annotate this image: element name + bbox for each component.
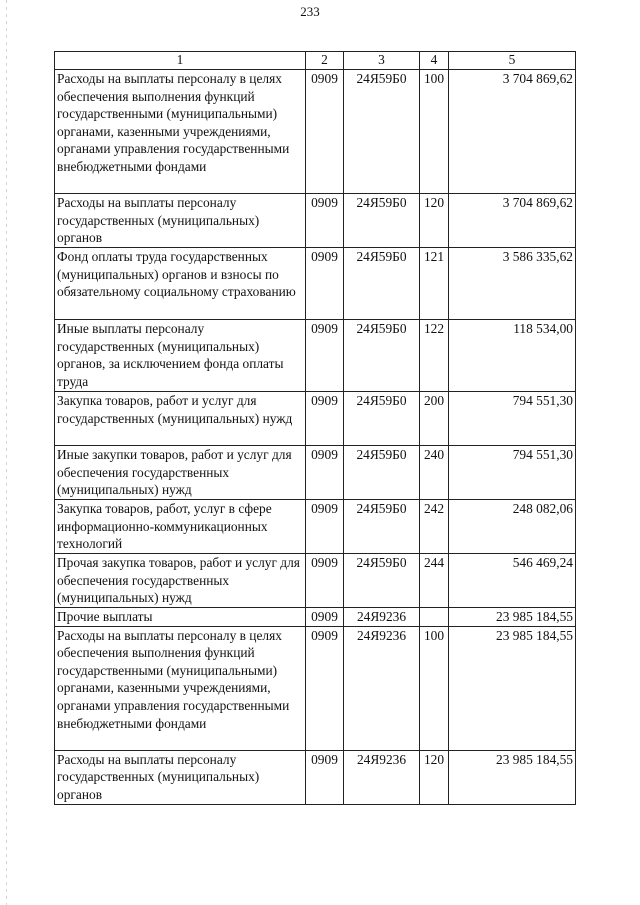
- row-target: 24Я59Б0: [344, 320, 420, 392]
- row-amount: 23 985 184,55: [449, 608, 576, 627]
- header-col-name: 1: [55, 52, 306, 70]
- row-section: 0909: [306, 320, 344, 392]
- row-amount: 794 551,30: [449, 392, 576, 446]
- row-section: 0909: [306, 750, 344, 804]
- row-amount: 248 082,06: [449, 500, 576, 554]
- row-type: 242: [420, 500, 449, 554]
- row-type: 100: [420, 626, 449, 750]
- row-type: 122: [420, 320, 449, 392]
- row-name: Расходы на выплаты персоналу государственных (муниципальных) органов: [55, 194, 306, 248]
- row-target: 24Я59Б0: [344, 248, 420, 320]
- header-col-target: 3: [344, 52, 420, 70]
- row-name: Расходы на выплаты персоналу государственных (муниципальных) органов: [55, 750, 306, 804]
- row-target: 24Я9236: [344, 608, 420, 627]
- row-section: 0909: [306, 626, 344, 750]
- table-row: [55, 626, 576, 750]
- table-row: [55, 750, 576, 804]
- row-name: Расходы на выплаты персоналу в целях обеспечения выполнения функций государственными (муниципальными) органами, казенными учреждениями, органами управления государственными внебюджетными фондами: [55, 626, 306, 750]
- row-type: 120: [420, 194, 449, 248]
- table-row: [55, 392, 576, 446]
- row-name: Закупка товаров, работ, услуг в сфере информационно-коммуникационных технологий: [55, 500, 306, 554]
- table-row: [55, 320, 576, 392]
- row-amount: 546 469,24: [449, 554, 576, 608]
- row-type: 100: [420, 70, 449, 194]
- table-row: [55, 248, 576, 320]
- row-target: 24Я59Б0: [344, 194, 420, 248]
- row-type: 244: [420, 554, 449, 608]
- table-row: [55, 554, 576, 608]
- row-name: Расходы на выплаты персоналу в целях обеспечения выполнения функций государственными (муниципальными) органами, казенными учреждениями, органами управления государственными внебюджетными фондами: [55, 70, 306, 194]
- row-target: 24Я59Б0: [344, 70, 420, 194]
- row-section: 0909: [306, 70, 344, 194]
- row-amount: 794 551,30: [449, 446, 576, 500]
- budget-table: [54, 51, 576, 805]
- row-section: 0909: [306, 248, 344, 320]
- row-name: Прочая закупка товаров, работ и услуг для обеспечения государственных (муниципальных) нужд: [55, 554, 306, 608]
- row-amount: 118 534,00: [449, 320, 576, 392]
- row-amount: 3 704 869,62: [449, 194, 576, 248]
- row-target: 24Я9236: [344, 626, 420, 750]
- row-target: 24Я59Б0: [344, 392, 420, 446]
- row-amount: 23 985 184,55: [449, 626, 576, 750]
- page-edge-shadow: [6, 0, 7, 905]
- row-type: [420, 608, 449, 627]
- header-col-amount: 5: [449, 52, 576, 70]
- row-name: Закупка товаров, работ и услуг для государственных (муниципальных) нужд: [55, 392, 306, 446]
- row-amount: 3 704 869,62: [449, 70, 576, 194]
- table-row: [55, 608, 576, 627]
- header-col-section: 2: [306, 52, 344, 70]
- row-section: 0909: [306, 554, 344, 608]
- row-target: 24Я59Б0: [344, 500, 420, 554]
- row-type: 120: [420, 750, 449, 804]
- table-header-row: [55, 52, 576, 70]
- row-target: 24Я9236: [344, 750, 420, 804]
- header-col-type: 4: [420, 52, 449, 70]
- row-section: 0909: [306, 446, 344, 500]
- row-section: 0909: [306, 500, 344, 554]
- row-name: Иные закупки товаров, работ и услуг для обеспечения государственных (муниципальных) нужд: [55, 446, 306, 500]
- row-target: 24Я59Б0: [344, 446, 420, 500]
- row-target: 24Я59Б0: [344, 554, 420, 608]
- row-section: 0909: [306, 392, 344, 446]
- table-row: [55, 70, 576, 194]
- row-type: 240: [420, 446, 449, 500]
- page-number: 233: [300, 4, 320, 19]
- table-row: [55, 500, 576, 554]
- row-name: Фонд оплаты труда государственных (муниципальных) органов и взносы по обязательному социальному страхованию: [55, 248, 306, 320]
- row-name: Прочие выплаты: [55, 608, 306, 627]
- row-type: 200: [420, 392, 449, 446]
- table-row: [55, 446, 576, 500]
- row-amount: 23 985 184,55: [449, 750, 576, 804]
- row-type: 121: [420, 248, 449, 320]
- row-section: 0909: [306, 194, 344, 248]
- row-amount: 3 586 335,62: [449, 248, 576, 320]
- row-section: 0909: [306, 608, 344, 627]
- row-name: Иные выплаты персоналу государственных (муниципальных) органов, за исключением фонда оплаты труда: [55, 320, 306, 392]
- table-row: [55, 194, 576, 248]
